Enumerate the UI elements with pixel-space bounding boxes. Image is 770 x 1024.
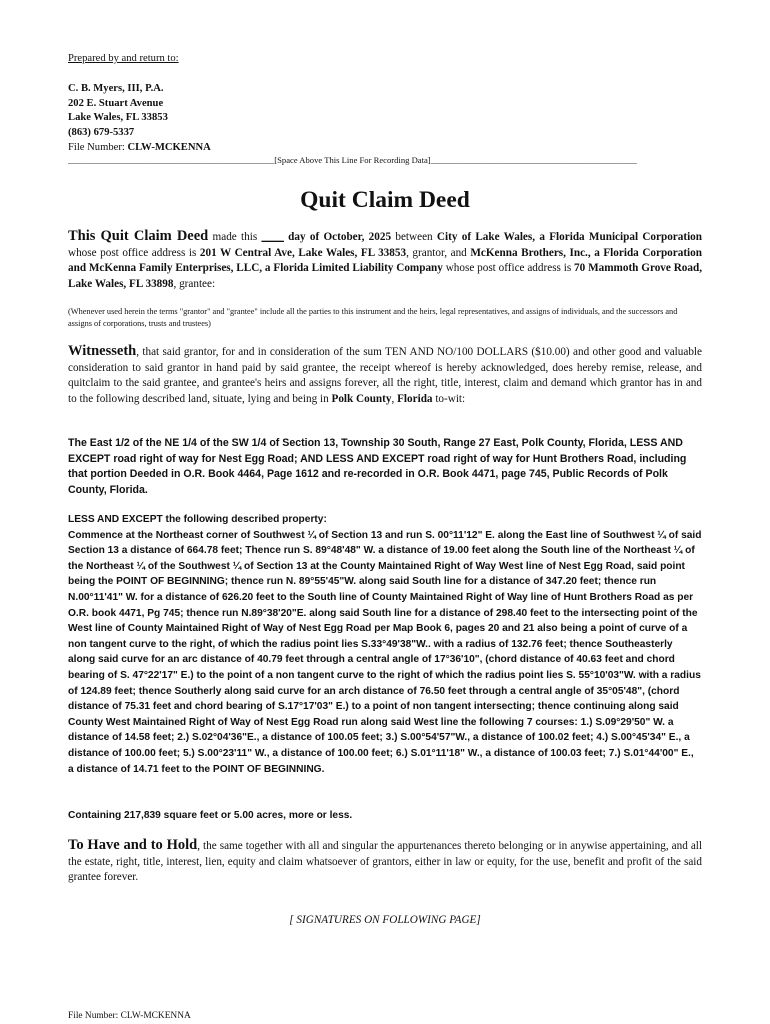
- intro-paragraph: [68, 229, 702, 292]
- intro-text-3: whose post office address is: [68, 246, 200, 259]
- witnesseth-paragraph: [68, 344, 702, 407]
- witnesseth-text: , that said grantor, for and in consideration of the sum TEN AND NO/100 DOLLARS ($10.00) and other good and valuable consideration to said grantor in hand paid by said grantee, the receipt whereof is hereby acknowledged, does hereby remise, release, and quitclaim to the said grantee, and grantee's heirs and assigns forever, all the right, title, interest, claim and demand which grantor has in and to the following described land, situate, lying and being in: [68, 346, 702, 405]
- file-number-label: File Number:: [68, 141, 128, 153]
- less-except-body: Commence at the Northeast corner of Southwest ¼ of Section 13 and run S. 00°11'12" E. along the East line of Southwest ¼ of said Section 13 a distance of 664.78 feet; Thence run S. 89°48'48" W. a distance of 19.00 feet along the South line of the Northeast ¼ of the Northeast ¼ of the Southwest ¼ of Section 13 at the County Maintained Right of Way West line of Nest Egg Road, said point being the POINT OF BEGINNING; thence run N. 89°55'45"W. along said South line for a distance of 347.20 feet; thence run N.00°11'41" W. for a distance of 626.20 feet to the South line of County Maintained Right of Way line of Hunt Brothers Road as per O.R. book 4471, Pg 745; thence run N.89°38'20"E. along said South line for a distance of 298.40 feet to the intersecting point of the West line of County Maintained Right of Way of Nest Egg Road per Map Book 6, pages 20 and 21 also being a point of curve of a non tangent curve to the right, of which the radius point lies S.33°49'38"W.. with a radius of 132.76 feet; thence Southeasterly along said curve for an arc distance of 40.79 feet through a central angle of 17°36'10", (chord distance of 40.63 feet and chord bearing of S. 47°22'17" E.) to the point of a non tangent curve to the right of which the radius point lies S. 55°10'03"W. with a radius of 124.89 feet; thence Southerly along said curve for an arch distance of 76.50 feet through a central angle of 35°05'48", (chord distance of 75.31 feet and chord bearing of S.17°17'03" E.) to a point of non tangent intersecting; thence continuing along said County West Maintained Right of Way of Nest Egg Road run along said West line the following 7 courses: 1.) S.09°29'50" W. a distance of 14.58 feet; 2.) S.02°04'36"E., a distance of 100.05 feet; 3.) S.00°54'57"W., a distance of 100.02 feet; 4.) S.00°45'34" E., a distance of 100.00 feet; 5.) S.00°23'11" W., a distance of 100.00 feet; 6.) S.01°11'18" W., a distance of 100.03 feet; 7.) S.01°44'00" E., a distance of 14.71 feet to the POINT OF BEGINNING.: [68, 529, 702, 775]
- county-name: Polk County: [331, 392, 392, 405]
- preparer-name: C. B. Myers, III, P.A.: [68, 82, 164, 94]
- state-name: Florida: [397, 392, 433, 405]
- preparer-address-line1: 202 E. Stuart Avenue: [68, 97, 164, 109]
- habendum-paragraph: [68, 838, 702, 886]
- habendum-lead: To Have and to Hold: [68, 837, 198, 853]
- footer-file-number: File Number: CLW-MCKENNA: [68, 1011, 191, 1021]
- intro-text-5: whose post office address is: [442, 262, 575, 274]
- deed-date: day of October, 2025: [283, 231, 392, 243]
- document-title: Quit Claim Deed: [300, 187, 470, 213]
- legal-description: The East 1/2 of the NE 1/4 of the SW 1/4 of Section 13, Township 30 South, Range 27 East, Polk County, Florida, LESS AND EXCEPT road right of way for Nest Egg Road; AND LESS AND EXCEPT road right of way for Hunt Brothers Road, including that portion Deeded in O.R. Book 4464, Page 1612 and re-recorded in O.R. Book 4471, page 745, Public Records of Polk County, Florida.: [68, 437, 687, 496]
- grantor-address: 201 W Central Ave, Lake Wales, FL 33853: [199, 246, 407, 259]
- witnesseth-lead: Witnesseth: [68, 343, 137, 359]
- witnesseth-comma: ,: [391, 392, 398, 405]
- less-except-heading: LESS AND EXCEPT the following described property:: [68, 514, 327, 525]
- signatures-note: [ SIGNATURES ON FOLLOWING PAGE]: [289, 914, 481, 926]
- file-number-value: CLW-MCKENNA: [127, 141, 211, 153]
- intro-text-2: between: [391, 231, 437, 243]
- recording-data-line: ________________________________________________[Space Above This Line For Recording Data]________________________________________________: [68, 155, 637, 165]
- prepared-by-label: Prepared by and return to:: [68, 53, 179, 64]
- intro-text-6: , grantee:: [173, 277, 216, 290]
- habendum-text: , the same together with all and singular the appurtenances thereto belonging or in anywise appertaining, and all the estate, right, title, interest, lien, equity and claim whatsoever of grantors, either in law or equity, for the use, benefit and profit of the said grantee forever.: [68, 840, 702, 883]
- file-number-line: [68, 141, 702, 156]
- intro-text-4: , grantor, and: [406, 246, 471, 259]
- less-except-block: [68, 512, 702, 777]
- grantor-name: City of Lake Wales, a Florida Municipal Corporation: [436, 231, 702, 243]
- preparer-block: [68, 52, 702, 156]
- date-blank: ____: [261, 231, 284, 243]
- grantee-address: 70 Mammoth Grove Road, Lake Wales, FL 33898: [68, 262, 702, 290]
- grantee-name: McKenna Brothers, Inc., a Florida Corporation and McKenna Family Enterprises, LLC, a Florida Limited Liability Company: [68, 246, 702, 274]
- containing-area: Containing 217,839 square feet or 5.00 acres, more or less.: [68, 810, 353, 821]
- definitions-note: (Whenever used herein the terms "grantor" and "grantee" include all the parties to this instrument and the heirs, legal representatives, and assigns of individuals, and the successors and assigns of corporations, trusts and trustees): [68, 307, 678, 329]
- preparer-phone: (863) 679-5337: [68, 127, 135, 139]
- witnesseth-end: to-wit:: [432, 392, 466, 405]
- intro-lead: This Quit Claim Deed: [68, 228, 209, 244]
- intro-text-1: made this: [208, 231, 262, 243]
- preparer-address-line2: Lake Wales, FL 33853: [68, 112, 168, 124]
